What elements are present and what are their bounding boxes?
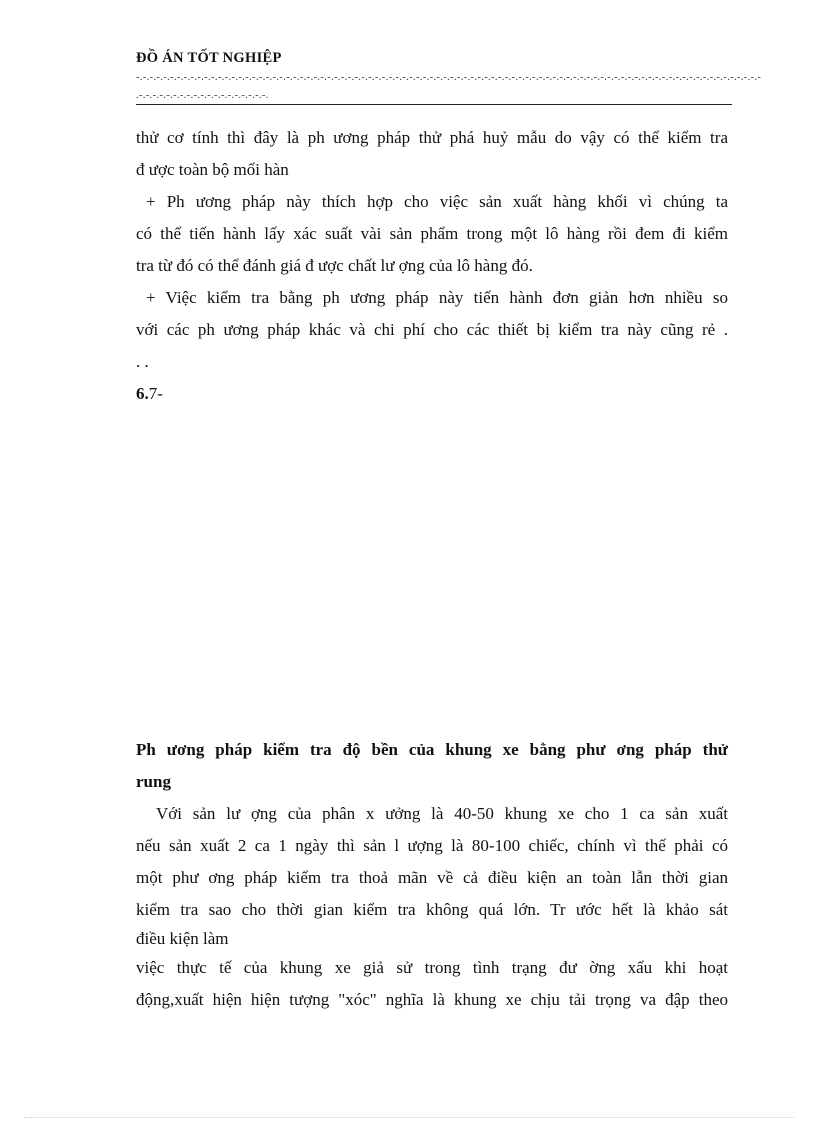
paragraph-line: với các ph ương pháp khác và chi phí cho các thiết bị kiểm tra này cũng rẻ . xyxy=(136,320,728,339)
section-2-body xyxy=(136,734,728,1016)
header-rule xyxy=(136,104,732,105)
paragraph-line: một phư ơng pháp kiểm tra thoả mãn về cả điều kiện an toàn lẫn thời gian xyxy=(136,868,728,887)
paragraph-line: động,xuất hiện hiện tượng "xóc" nghĩa là khung xe chịu tải trọng va đập theo xyxy=(136,990,728,1009)
paragraph-line: + Việc kiểm tra bằng ph ương pháp này tiến hành đơn giản hơn nhiều so xyxy=(146,288,728,307)
section-1-body xyxy=(136,122,728,410)
paragraph-line: việc thực tế của khung xe giả sử trong tình trạng đư ờng xấu khi hoạt xyxy=(136,958,728,977)
paragraph-line: tra từ đó có thể đánh giá đ ược chất lư ợng của lô hàng đó. xyxy=(136,256,533,275)
section-heading-cont: rung xyxy=(136,772,171,791)
paragraph-line: điều kiện làm xyxy=(136,929,229,948)
page-bottom-dotted-line xyxy=(24,1117,794,1118)
paragraph-line: nếu sản xuất 2 ca 1 ngày thì sản l ượng là 80-100 chiếc, chính vì thế phải có xyxy=(136,836,728,855)
section-heading-number xyxy=(136,378,728,410)
heading-number: 6. xyxy=(136,384,149,403)
paragraph-line: đ ược toàn bộ mối hàn xyxy=(136,160,289,179)
paragraph-line: . . xyxy=(136,352,149,371)
paragraph-line: thử cơ tính thì đây là ph ương pháp thử phá huỷ mẫu do vậy có thể kiểm tra xyxy=(136,128,728,147)
section-heading: Ph ương pháp kiểm tra độ bền của khung xe bằng phư ơng pháp thử xyxy=(136,740,728,759)
header-dash-line-2: .-.-.-.-.-.-.-.-.-.-.-.-.-.-.-.-.-.-.-. xyxy=(136,90,269,101)
heading-number-rest: 7- xyxy=(148,384,163,403)
paragraph-line: Với sản lư ợng của phân x ưởng là 40-50 khung xe cho 1 ca sản xuất xyxy=(156,804,728,823)
paragraph-line: có thể tiến hành lấy xác suất vài sản phẩm trong một lô hàng rồi đem đi kiểm xyxy=(136,224,728,243)
paragraph-line: + Ph ương pháp này thích hợp cho việc sản xuất hàng khối vì chúng ta xyxy=(146,192,728,211)
header-dash-line-1: -.-.-.-.-.-.-.-.-.-.-.-.-.-.-.-.-.-.-.-.-.-.-.-.-.-.-.-.-.-.-.-.-.-.-.-.-.-.-.-.-.-.-.-.-.-.-.-.-.-.-.-.-.-.-.-.-.-.-.-.-.-.-.-.-.-.-.-.-.-.-.-.-.-.-.-.-.-.-.-.-.-.-.-.-.-.-.-.-.-.-.- xyxy=(136,72,762,83)
header-title: ĐỒ ÁN TỐT NGHIỆP xyxy=(136,50,282,66)
paragraph-line: kiểm tra sao cho thời gian kiểm tra không quá lớn. Tr ước hết là khảo sát xyxy=(136,900,728,919)
